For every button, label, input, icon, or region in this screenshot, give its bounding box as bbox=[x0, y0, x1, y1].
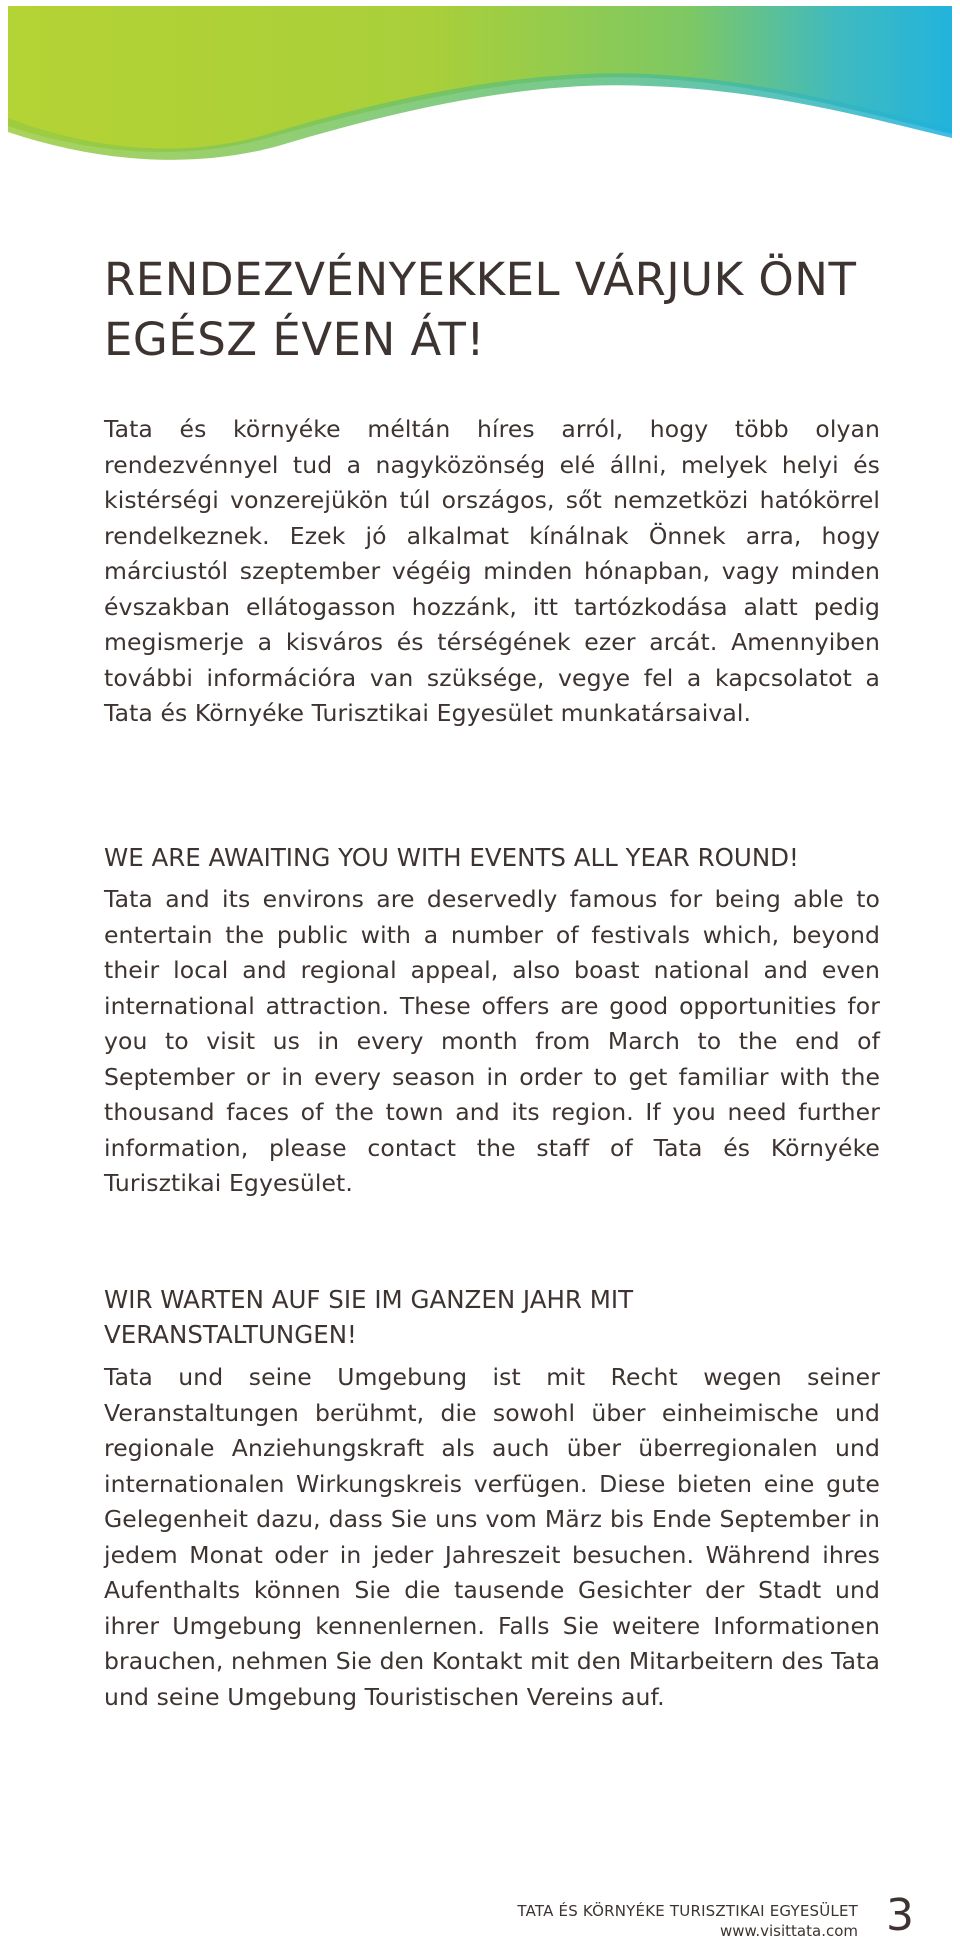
page-number: 3 bbox=[886, 1890, 914, 1941]
decorative-wave-banner bbox=[8, 6, 952, 166]
page-title-line-2: EGÉSZ ÉVEN ÁT! bbox=[104, 313, 485, 366]
german-section-heading: WIR WARTEN AUF SIE IM GANZEN JAHR MIT VERANSTALTUNGEN! bbox=[104, 1285, 634, 1349]
english-section-heading: WE ARE AWAITING YOU WITH EVENTS ALL YEAR ROUND! bbox=[104, 843, 799, 872]
hungarian-body-paragraph: Tata és környéke méltán híres arról, hogy több olyan rendezvénnyel tud a nagyközönség elé állni, melyek helyi és kistérségi vonzerejükön túl országos, sőt nemzetközi hatókörrel rendelkeznek. Ezek jó alkalmat kínálnak Önnek arra, hogy márciustól szeptember végéig minden hónapban, vagy minden évszakban ellátogasson hozzánk, itt tartózkodása alatt pedig megismerje a kisváros és térségének ezer arcát. Amennyiben további információra van szüksége, vegye fel a kapcsolatot a Tata és Környéke Turisztikai Egyesület munkatársaival. bbox=[104, 415, 880, 727]
english-body-paragraph: Tata and its environs are deservedly famous for being able to entertain the public with a number of festivals which, beyond their local and regional appeal, also boast national and even international attraction. These offers are good opportunities for you to visit us in every month from March to the end of September or in every season in order to get familiar with the thousand faces of the town and its region. If you need further information, please contact the staff of Tata és Környéke Turisztikai Egyesület. bbox=[104, 885, 880, 1197]
footer-organization-name: TATA ÉS KÖRNYÉKE TURISZTIKAI EGYESÜLET bbox=[517, 1902, 858, 1920]
german-body-paragraph: Tata und seine Umgebung ist mit Recht wegen seiner Veranstaltungen berühmt, die sowohl über einheimische und regionale Anziehungskraft als auch über überregionalen und internationalen Wirkungskreis verfügen. Diese bieten eine gute Gelegenheit dazu, dass Sie uns vom März bis Ende September in jedem Monat oder in jeder Jahreszeit besuchen. Während ihres Aufenthalts können Sie die tausende Gesichter der Stadt und ihrer Umgebung kennenlernen. Falls Sie weitere Informationen brauchen, nehmen Sie den Kontakt mit den Mitarbeitern des Tata und seine Umgebung Touristischen Vereins auf. bbox=[104, 1363, 880, 1711]
page-title bbox=[104, 250, 884, 370]
footer-website-url: www.visittata.com bbox=[719, 1922, 858, 1940]
page-title-line-1: RENDEZVÉNYEKKEL VÁRJUK ÖNT bbox=[104, 253, 857, 306]
